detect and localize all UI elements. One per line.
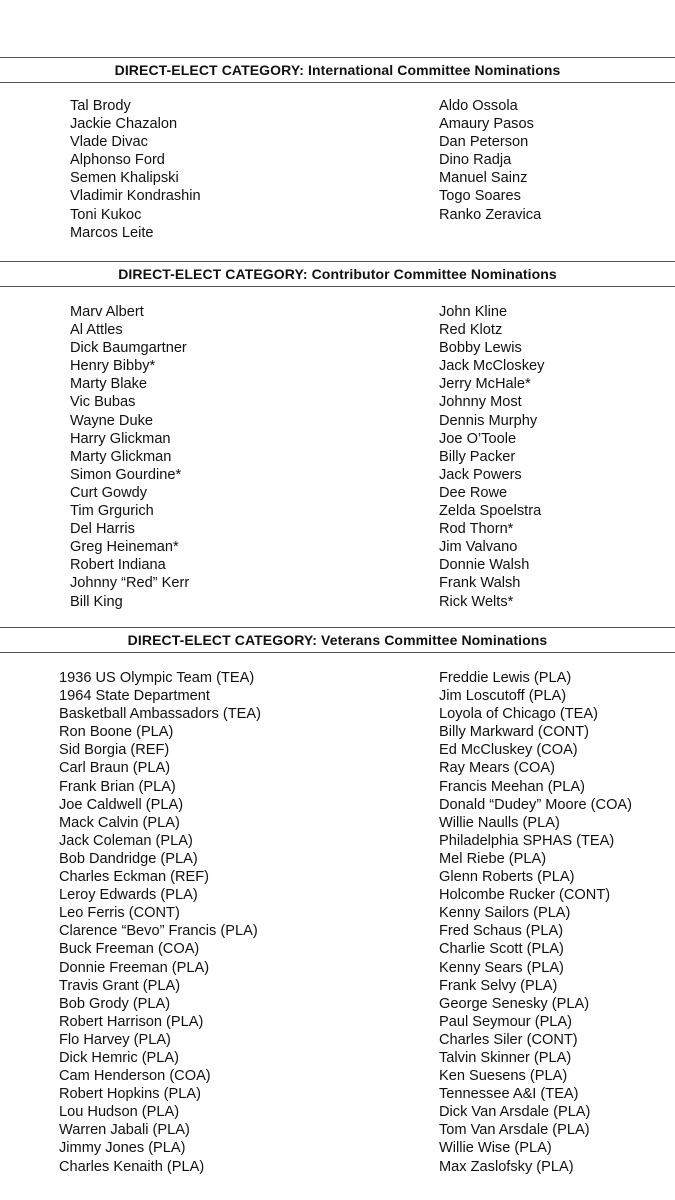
nominee-name: Francis Meehan (PLA) xyxy=(439,778,585,795)
nominee-name: Robert Hopkins (PLA) xyxy=(59,1086,201,1103)
nominee-name: Ray Mears (COA) xyxy=(439,760,555,777)
nominee-name: Tennessee A&I (TEA) xyxy=(439,1086,579,1103)
contributor-left-column xyxy=(70,303,189,611)
nominee-name: Paul Seymour (PLA) xyxy=(439,1013,573,1030)
nominee-name: Marv Albert xyxy=(70,304,144,320)
nominee-name: Jimmy Jones (PLA) xyxy=(59,1140,186,1157)
nominee-name: Clarence “Bevo” Francis (PLA) xyxy=(59,923,258,940)
international-section xyxy=(0,57,675,241)
nominee-name: Fred Schaus (PLA) xyxy=(439,923,564,940)
nominee-name: Charles Eckman (REF) xyxy=(59,869,210,886)
nominee-name: Jim Loscutoff (PLA) xyxy=(439,688,567,705)
nominee-name: Donnie Freeman (PLA) xyxy=(59,959,210,976)
nominee-name: Johnny “Red” Kerr xyxy=(70,575,190,592)
veterans-section-title: DIRECT-ELECT CATEGORY: Veterans Committee Nominations xyxy=(0,627,675,653)
nominee-name: Basketball Ambassadors (TEA) xyxy=(59,706,261,723)
nominee-name: Harry Glickman xyxy=(70,430,171,447)
nominee-name: Ken Suesens (PLA) xyxy=(439,1068,568,1085)
nominee-name: Warren Jabali (PLA) xyxy=(59,1122,190,1139)
nominee-name: Ed McCluskey (COA) xyxy=(439,742,578,759)
nominee-name: Rod Thorn* xyxy=(439,521,514,538)
nominee-name: Marty Blake xyxy=(70,376,148,393)
nominee-name: Togo Soares xyxy=(439,188,521,205)
nominee-name: Del Harris xyxy=(70,521,135,538)
nominee-name: Mel Riebe (PLA) xyxy=(439,850,547,867)
nominee-name: Bob Grody (PLA) xyxy=(59,995,171,1012)
nominee-name: Charles Kenaith (PLA) xyxy=(59,1158,205,1175)
nominee-name: Frank Brian (PLA) xyxy=(59,778,176,795)
nominee-name: Kenny Sailors (PLA) xyxy=(439,905,571,922)
nominee-name: Zelda Spoelstra xyxy=(439,503,542,520)
nominee-name: Bob Dandridge (PLA) xyxy=(59,850,198,867)
nominee-name: 1936 US Olympic Team (TEA) xyxy=(59,670,255,686)
nominee-name: Dick Hemric (PLA) xyxy=(59,1049,179,1066)
nominee-name: Tal Brody xyxy=(70,98,131,114)
contributor-right-column xyxy=(439,303,544,611)
nominee-name: Leroy Edwards (PLA) xyxy=(59,887,198,904)
nominee-name: Vlade Divac xyxy=(70,134,148,151)
nominee-name: Sid Borgia (REF) xyxy=(59,742,170,759)
nominee-name: Jack McCloskey xyxy=(439,358,545,375)
nominee-name: Cam Henderson (COA) xyxy=(59,1068,211,1085)
nominee-name: Max Zaslofsky (PLA) xyxy=(439,1158,574,1175)
nominee-name: Glenn Roberts (PLA) xyxy=(439,869,575,886)
nominee-name: Jackie Chazalon xyxy=(70,116,178,133)
nominee-name: Travis Grant (PLA) xyxy=(59,977,181,994)
nominee-name: Dick Van Arsdale (PLA) xyxy=(439,1104,591,1121)
nominee-name: George Senesky (PLA) xyxy=(439,995,590,1012)
veterans-left-column xyxy=(59,669,261,1176)
nominee-name: Philadelphia SPHAS (TEA) xyxy=(439,832,615,849)
international-right-column xyxy=(439,97,541,224)
nominee-name: Flo Harvey (PLA) xyxy=(59,1031,171,1048)
nominee-name: Red Klotz xyxy=(439,322,503,339)
nominee-name: Willie Naulls (PLA) xyxy=(439,814,560,831)
nominee-name: Ranko Zeravica xyxy=(439,206,542,223)
nominee-name: Lou Hudson (PLA) xyxy=(59,1104,180,1121)
nominee-name: Billy Packer xyxy=(439,448,516,465)
nominee-name: Billy Markward (CONT) xyxy=(439,724,589,741)
nominee-name: Bill King xyxy=(70,593,123,610)
nominee-name: Joe Caldwell (PLA) xyxy=(59,796,184,813)
nominee-name: Holcombe Rucker (CONT) xyxy=(439,887,611,904)
nominee-name: Mack Calvin (PLA) xyxy=(59,814,180,831)
nominee-name: Tom Van Arsdale (PLA) xyxy=(439,1122,590,1139)
nominee-name: Dick Baumgartner xyxy=(70,340,187,357)
nominee-name: Marty Glickman xyxy=(70,448,172,465)
nominee-name: Joe O’Toole xyxy=(439,430,517,447)
veterans-right-column xyxy=(439,669,632,1176)
nominee-name: Greg Heineman* xyxy=(70,539,179,556)
nominee-name: Frank Walsh xyxy=(439,575,521,592)
nominee-name: Vic Bubas xyxy=(70,394,136,411)
nominee-name: Manuel Sainz xyxy=(439,170,528,187)
veterans-section xyxy=(0,627,675,1175)
nominee-name: Dennis Murphy xyxy=(439,412,538,429)
nominee-name: Kenny Sears (PLA) xyxy=(439,959,564,976)
nominee-name: Buck Freeman (COA) xyxy=(59,941,200,958)
nominee-name: Semen Khalipski xyxy=(70,170,179,187)
nominee-name: Simon Gourdine* xyxy=(70,466,182,483)
nominee-name: Dino Radja xyxy=(439,152,512,169)
nominee-name: Amaury Pasos xyxy=(439,116,534,133)
nominee-name: Charles Siler (CONT) xyxy=(439,1031,578,1048)
nominee-name: Talvin Skinner (PLA) xyxy=(439,1049,572,1066)
nominee-name: Charlie Scott (PLA) xyxy=(439,941,564,958)
nominee-name: Jack Powers xyxy=(439,466,522,483)
nominee-name: Jack Coleman (PLA) xyxy=(59,832,193,849)
nominee-name: Alphonso Ford xyxy=(70,152,165,169)
international-section-title: DIRECT-ELECT CATEGORY: International Committee Nominations xyxy=(0,57,675,83)
nominee-name: Tim Grgurich xyxy=(70,503,154,520)
nominee-name: Johnny Most xyxy=(439,394,522,411)
nominee-name: Marcos Leite xyxy=(70,224,154,241)
contributor-section xyxy=(0,261,675,610)
nominee-name: Wayne Duke xyxy=(70,412,154,429)
international-left-column xyxy=(70,97,201,242)
nominee-name: Freddie Lewis (PLA) xyxy=(439,670,572,686)
nominee-name: Vladimir Kondrashin xyxy=(70,188,201,205)
nominee-name: Willie Wise (PLA) xyxy=(439,1140,552,1157)
nominee-name: Frank Selvy (PLA) xyxy=(439,977,558,994)
nominee-name: 1964 State Department xyxy=(59,688,210,705)
nominee-name: Henry Bibby* xyxy=(70,358,156,375)
nominee-name: John Kline xyxy=(439,304,508,320)
nominee-name: Loyola of Chicago (TEA) xyxy=(439,706,598,723)
nominee-name: Dee Rowe xyxy=(439,484,508,501)
nominee-name: Robert Indiana xyxy=(70,557,166,574)
nominee-name: Robert Harrison (PLA) xyxy=(59,1013,204,1030)
nominee-name: Rick Welts* xyxy=(439,593,514,610)
contributor-section-title: DIRECT-ELECT CATEGORY: Contributor Committee Nominations xyxy=(0,261,675,287)
nominee-name: Al Attles xyxy=(70,322,123,339)
nominee-name: Jim Valvano xyxy=(439,539,518,556)
nominee-name: Ron Boone (PLA) xyxy=(59,724,174,741)
nominee-name: Leo Ferris (CONT) xyxy=(59,905,180,922)
nominee-name: Donald “Dudey” Moore (COA) xyxy=(439,796,633,813)
nominee-name: Toni Kukoc xyxy=(70,206,142,223)
nominee-name: Curt Gowdy xyxy=(70,484,148,501)
nominee-name: Aldo Ossola xyxy=(439,98,518,114)
nominee-name: Dan Peterson xyxy=(439,134,529,151)
nominee-name: Donnie Walsh xyxy=(439,557,530,574)
nominee-name: Carl Braun (PLA) xyxy=(59,760,171,777)
nominee-name: Bobby Lewis xyxy=(439,340,522,357)
nominee-name: Jerry McHale* xyxy=(439,376,531,393)
